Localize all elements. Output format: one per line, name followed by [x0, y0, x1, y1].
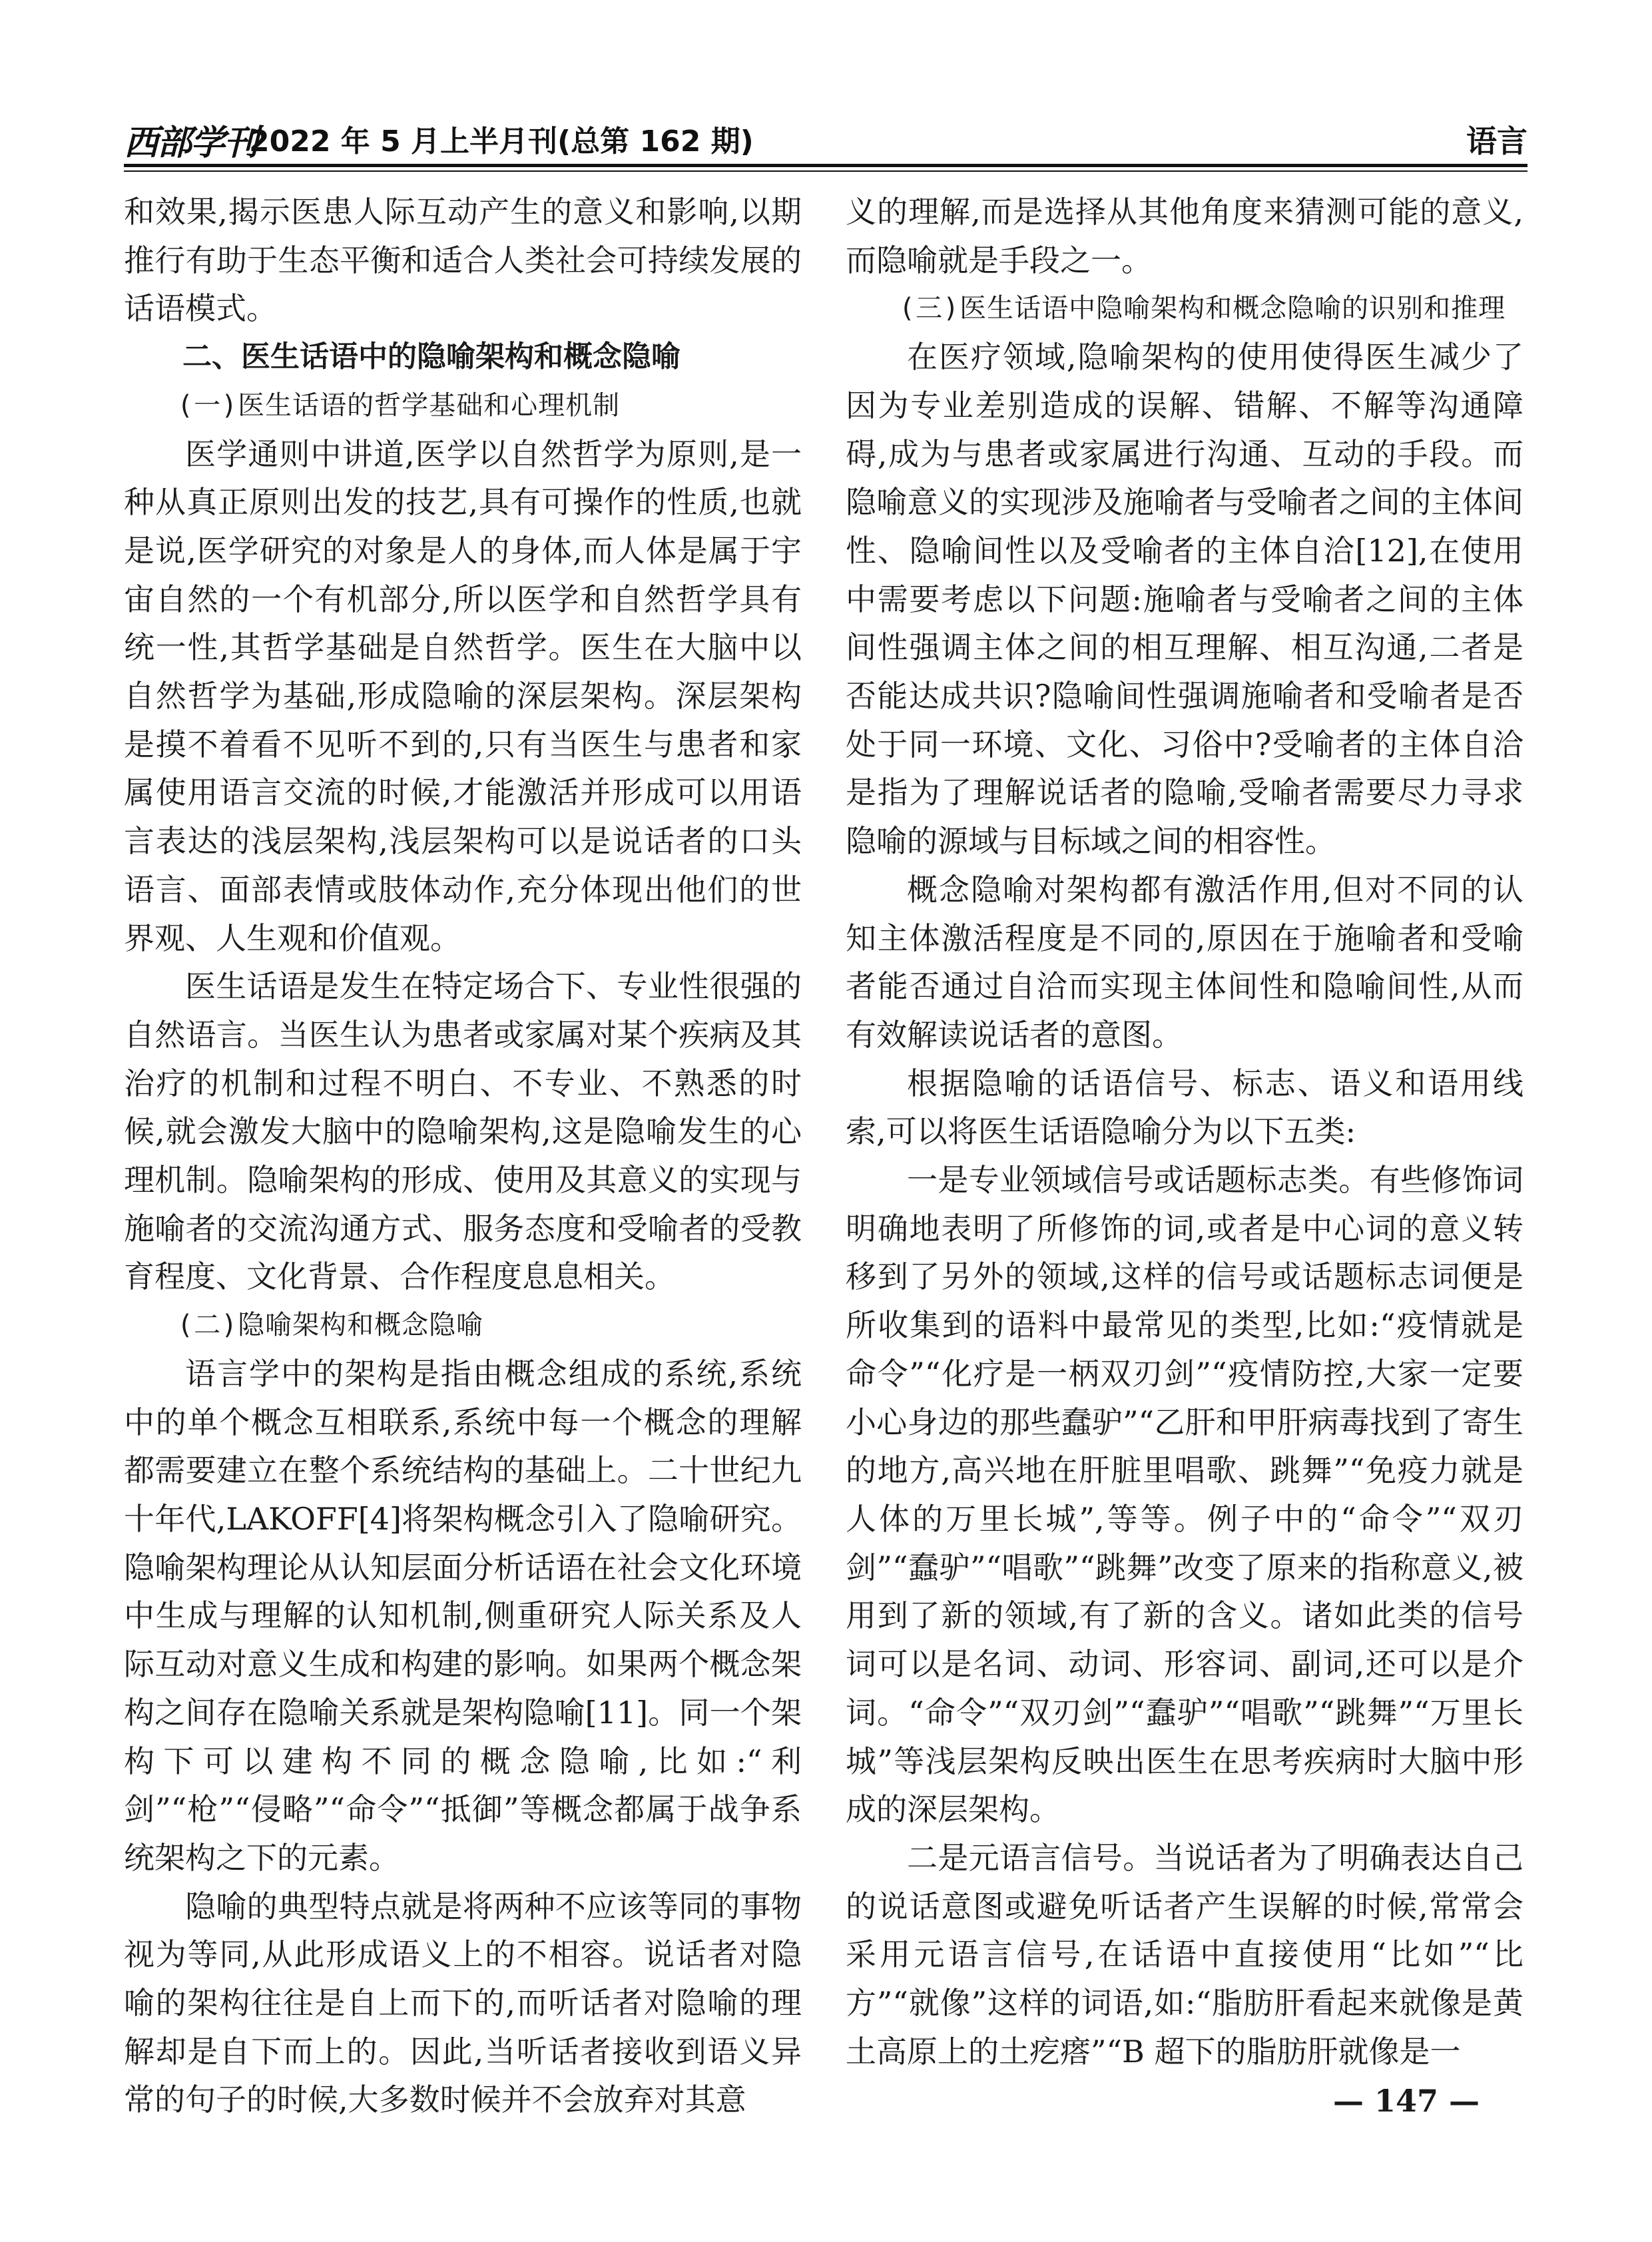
journal-logo: 西部学刊: [124, 123, 258, 163]
paragraph: 隐喻的典型特点就是将两种不应该等同的事物视为等同,从此形成语义上的不相容。说话者对隐喻的架构往往是自上而下的,而听话者对隐喻的理解却是自下而上的。因此,当听话者接收到语义异常的句子的时候,大多数时候并不会放弃对其意: [124, 1888, 802, 2118]
section-heading: 二、医生话语中的隐喻架构和概念隐喻: [182, 340, 681, 374]
running-header: [124, 112, 1527, 166]
right-column: [846, 188, 1523, 2076]
paragraph: 语言学中的架构是指由概念组成的系统,系统中的单个概念互相联系,系统中每一个概念的理解都需要建立在整个系统结构的基础上。二十世纪九十年代,LAKOFF[4]将架构概念引入了隐喻研究。隐喻架构理论从认知层面分析话语在社会文化环境中生成与理解的认知机制,侧重研究人际关系及人际互动对意义生成和构建的影响。如果两个概念架构之间存在隐喻关系就是架构隐喻[11]。同一个架构下可以建构不同的概念隐喻,比如:“利剑”“枪”“侵略”“命令”“抵御”等概念都属于战争系统架构之下的元素。: [124, 1355, 802, 1876]
paragraph: 义的理解,而是选择从其他角度来猜测可能的意义,而隐喻就是手段之一。: [846, 194, 1523, 278]
header-rule-thin: [124, 170, 1527, 172]
header-rule-thick: [124, 164, 1527, 167]
section-label: 语言: [1466, 123, 1527, 159]
left-column: [124, 188, 802, 2124]
paragraph: 一是专业领域信号或话题标志类。有些修饰词明确地表明了所修饰的词,或者是中心词的意义转移到了另外的领域,这样的信号或话题标志词便是所收集到的语料中最常见的类型,比如:“疫情就是命令”“化疗是一柄双刃剑”“疫情防控,大家一定要小心身边的那些蠢驴”“乙肝和甲肝病毒找到了寄生的地方,高兴地在肝脏里唱歌、跳舞”“免疫力就是人体的万里长城”,等等。例子中的“命令”“双刃剑”“蠢驴”“唱歌”“跳舞”改变了原来的指称意义,被用到了新的领域,有了新的含义。诸如此类的信号词可以是名词、动词、形容词、副词,还可以是介词。“命令”“双刃剑”“蠢驴”“唱歌”“跳舞”“万里长城”等浅层架构反映出医生在思考疾病时大脑中形成的深层架构。: [846, 1162, 1523, 1828]
paragraph: 二是元语言信号。当说话者为了明确表达自己的说话意图或避免听话者产生误解的时候,常常会采用元语言信号,在话语中直接使用“比如”“比方”“就像”这样的词语,如:“脂肪肝看起来就像是黄土高原上的土疙瘩”“B 超下的脂肪肝就像是一: [846, 1839, 1523, 2070]
paragraph: 医学通则中讲道,医学以自然哲学为原则,是一种从真正原则出发的技艺,具有可操作的性质,也就是说,医学研究的对象是人的身体,而人体是属于宇宙自然的一个有机部分,所以医学和自然哲学具有统一性,其哲学基础是自然哲学。医生在大脑中以自然哲学为基础,形成隐喻的深层架构。深层架构是摸不着看不见听不到的,只有当医生与患者和家属使用语言交流的时候,才能激活并形成可以用语言表达的浅层架构,浅层架构可以是说话者的口头语言、面部表情或肢体动作,充分体现出他们的世界观、人生观和价值观。: [124, 435, 802, 956]
issue-info: 2022 年 5 月上半月刊(总第 162 期): [249, 125, 754, 158]
paragraph: 概念隐喻对架构都有激活作用,但对不同的认知主体激活程度是不同的,原因在于施喻者和受喻者能否通过自洽而实现主体间性和隐喻间性,从而有效解读说话者的意图。: [846, 871, 1523, 1053]
paragraph: 根据隐喻的话语信号、标志、语义和语用线索,可以将医生话语隐喻分为以下五类:: [846, 1065, 1523, 1150]
subsection-heading: (二)隐喻架构和概念隐喻: [177, 1310, 484, 1341]
paragraph: 在医疗领域,隐喻架构的使用使得医生减少了因为专业差别造成的误解、错解、不解等沟通障碍,成为与患者或家属进行沟通、互动的手段。而隐喻意义的实现涉及施喻者与受喻者之间的主体间性、隐喻间性以及受喻者的主体自洽[12],在使用中需要考虑以下问题:施喻者与受喻者之间的主体间性强调主体之间的相互理解、相互沟通,二者是否能达成共识?隐喻间性强调施喻者和受喻者是否处于同一环境、文化、习俗中?受喻者的主体自洽是指为了理解说话者的隐喻,受喻者需要尽力寻求隐喻的源域与目标域之间的相容性。: [846, 339, 1523, 860]
subsection-heading: (三)医生话语中隐喻架构和概念隐喻的识别和推理: [899, 293, 1506, 324]
page-number: — 147 —: [1333, 2083, 1480, 2119]
paragraph: 医生话语是发生在特定场合下、专业性很强的自然语言。当医生认为患者或家属对某个疾病及其治疗的机制和过程不明白、不专业、不熟悉的时候,就会激发大脑中的隐喻架构,这是隐喻发生的心理机制。隐喻架构的形成、使用及其意义的实现与施喻者的交流沟通方式、服务态度和受喻者的受教育程度、文化背景、合作程度息息相关。: [124, 968, 802, 1295]
paragraph: 和效果,揭示医患人际互动产生的意义和影响,以期推行有助于生态平衡和适合人类社会可持续发展的话语模式。: [124, 194, 802, 327]
subsection-heading: (一)医生话语的哲学基础和心理机制: [177, 390, 621, 421]
